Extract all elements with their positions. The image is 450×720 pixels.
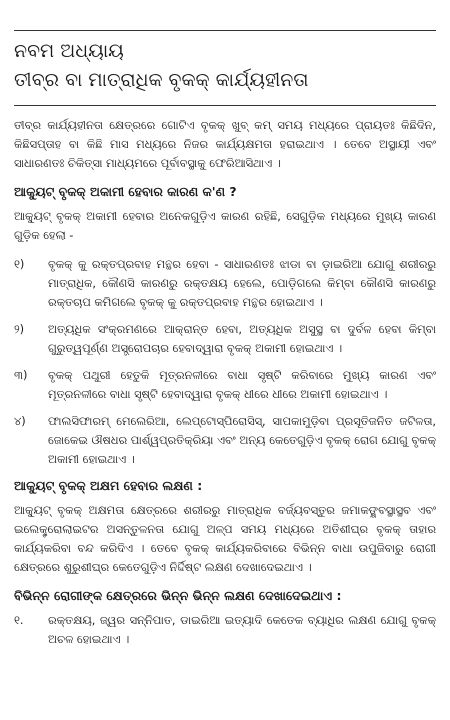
symptoms-list	[14, 611, 436, 649]
causes-intro: ଆକ୍ୟୁଟ୍ ବୃକକ୍ ଅକାମୀ ହେବାର ଅନେକଗୁଡ଼ିଏ କାରଣ ରହିଛି, ସେଗୁଡ଼ିକ ମଧ୍ୟରେ ମୁଖ୍ୟ କାରଣ ଗୁଡ଼ିକ ହେଲା -	[14, 209, 436, 242]
list-text: ରକ୍ତକ୍ଷୟ, ଜ୍ୱର ସନ୍ନିପାତ, ଡାଇରିଆ ଇତ୍ୟାଦି କେତେକ ବ୍ୟାଧିର ଲକ୍ଷଣ ଯୋଗୁ ବୃକକ୍ ଅଚଳ ହୋଇଥାଏ ।	[48, 613, 436, 646]
chapter-label: ନବମ ଅଧ୍ୟାୟ	[14, 40, 124, 62]
list-item	[14, 412, 436, 469]
document-body	[14, 116, 436, 657]
section-heading-varied-symptoms: ବିଭିନ୍ନ ରୋଗୀଙ୍କ କ୍ଷେତ୍ରରେ ଭିନ୍ନ ଭିନ୍ନ ଲକ୍ଷଣ ଦେଖାଦେଇଥାଏ :	[14, 588, 342, 603]
list-item	[14, 320, 436, 358]
list-item	[14, 611, 436, 649]
list-text: ଫାଲସିଫାରମ୍ ମେଲେରିଆ, ଲେପ୍ଟୋସ୍ପିରୋସିସ୍, ସାପକାମୁଡ଼ିବା ପ୍ରସୂତିଜନିତ ଜଟିଳତା, ଜୋକେଇ ଔଷଧର ପାର୍ଶ୍ୱପ୍ରତିକ୍ରିୟା ଏବଂ ଅନ୍ୟ କେତେଗୁଡ଼ିଏ ବୃକକ୍ ରୋଗ ଯୋଗୁ ବୃକକ୍ ଅକାମୀ ହୋଇଥାଏ ।	[48, 414, 436, 466]
list-number: ୧.	[14, 613, 24, 627]
list-text: ବୃକକ୍ କୁ ରକ୍ତପ୍ରବାହ ମନ୍ଥର ହେବା - ସାଧାରଣତଃ ଝାଡା ବା ଡ଼ାଇରିଆ ଯୋଗୁ ଶରୀରରୁ ମାତ୍ରାଧିକ, କୌଣସି କାରଣରୁ ରକ୍ତକ୍ଷୟ ହେଲେ, ପୋଡ଼ିଗଲେ କିମ୍ବା କୌଣସି କାରଣରୁ ରକ୍ତଚାପ କମିଗଲେ ବୃକକ୍ କୁ ରକ୍ତପ୍ରବାହ ମନ୍ଥର ହୋଇଥାଏ ।	[48, 257, 436, 309]
section-heading-causes: ଆକ୍ୟୁଟ୍ ବୃକକ୍ ଅକାମୀ ହେବାର କାରଣ କ'ଣ ?	[14, 184, 237, 199]
top-rule	[14, 30, 436, 31]
list-item	[14, 255, 436, 312]
causes-list	[14, 255, 436, 469]
list-text: ଅତ୍ୟଧିକ ସଂକ୍ରମଣରେ ଆକ୍ରାନ୍ତ ହେବା, ଅତ୍ୟଧିକ ଅସୁସ୍ଥ ବା ଦୁର୍ବଳ ହେବା କିମ୍ବା ଗୁରୁତ୍ୱପୂର୍ଣ୍ଣ ଅସ୍ତ୍ରୋପଚାର ହେବାଦ୍ୱାରା ବୃକକ୍ ଅକାମୀ ହୋଇଥାଏ ।	[48, 322, 436, 355]
list-text: ବୃକକ୍ ପଥୁରୀ ହେତୁକି ମୂତ୍ରନଳୀରେ ବାଧା ସୃଷ୍ଟି କରିବାରେ ମୁଖ୍ୟ କାରଣ ଏବଂ ମୂତ୍ରନଳୀରେ ବାଧା ସୃଷ୍ଟି ହେବାଦ୍ୱାରା ବୃକକ୍ ଧୀରେ ଧୀରେ ଅକାମୀ ହୋଇଥାଏ ।	[48, 368, 436, 401]
list-number: ୩)	[14, 368, 28, 382]
section-heading-symptoms: ଆକ୍ୟୁଟ୍ ବୃକକ୍ ଅକ୍ଷମ ହେବାର ଲକ୍ଷଣ :	[14, 478, 203, 493]
title-rule	[14, 105, 436, 106]
chapter-title: ତୀବ୍ର ବା ମାତ୍ରାଧିକ ବୃକକ୍ କାର୍ଯ୍ୟହୀନତା	[14, 69, 309, 91]
intro-paragraph: ତୀବ୍ର କାର୍ଯ୍ୟହୀନତା କ୍ଷେତ୍ରରେ ଗୋଟିଏ ବୃକକ୍ ଖୁବ୍ କମ୍ ସମୟ ମଧ୍ୟରେ ପ୍ରାୟତଃ କିଛିଦିନ, କିଛିସପ୍ତାହ ବା କିଛି ମାସ ମଧ୍ୟରେ ନିଜର କାର୍ଯ୍ୟକ୍ଷମତା ହରାଇଥାଏ । ତେବେ ଅସ୍ଥାୟୀ ଏବଂ ସାଧାରଣତଃ ଚିକିତ୍ସା ମାଧ୍ୟମରେ ପୂର୍ବାବସ୍ଥାକୁ ଫେରିଆସିଥାଏ ।	[14, 118, 436, 170]
chapter-header	[14, 38, 436, 94]
list-number: ୧)	[14, 257, 25, 271]
list-number: ୨)	[14, 322, 25, 336]
list-number: ୪)	[14, 414, 26, 428]
symptoms-paragraph: ଆକ୍ୟୁଟ୍ ବୃକକ୍ ଅକ୍ଷମତା କ୍ଷେତ୍ରରେ ଶରୀରରୁ ମାତ୍ରାଧିକ ବର୍ଜ୍ୟବସ୍ତୁର ଜମାକଙ୍କ୍ଷବସ୍ଥାସ୍ଥବ ଏବଂ ଇଲେକ୍ଟ୍ରୋଲାଇଟର ଅସନ୍ତୁଳନତା ଯୋଗୁ ଅଳ୍ପ ସମୟ ମଧ୍ୟରେ ଅତିଶୀଘ୍ର ବୃକକ୍ ତାହାର କାର୍ଯ୍ୟକରିବା ବନ୍ଦ କରିଦିଏ । ତେବେ ବୃକକ୍ କାର୍ଯ୍ୟକରିବାରେ ବିଭିନ୍ନ ବାଧା ଉପୁଜିବାରୁ ରୋଗୀ କ୍ଷେତ୍ରରେ ଶୁରୁଶୀଘ୍ର କେତେଗୁଡ଼ିଏ ନିର୍ଦ୍ଦିଷ୍ଟ ଲକ୍ଷଣ ଦେଖାଦେଇଥାଏ ।	[14, 503, 436, 574]
list-item	[14, 366, 436, 404]
